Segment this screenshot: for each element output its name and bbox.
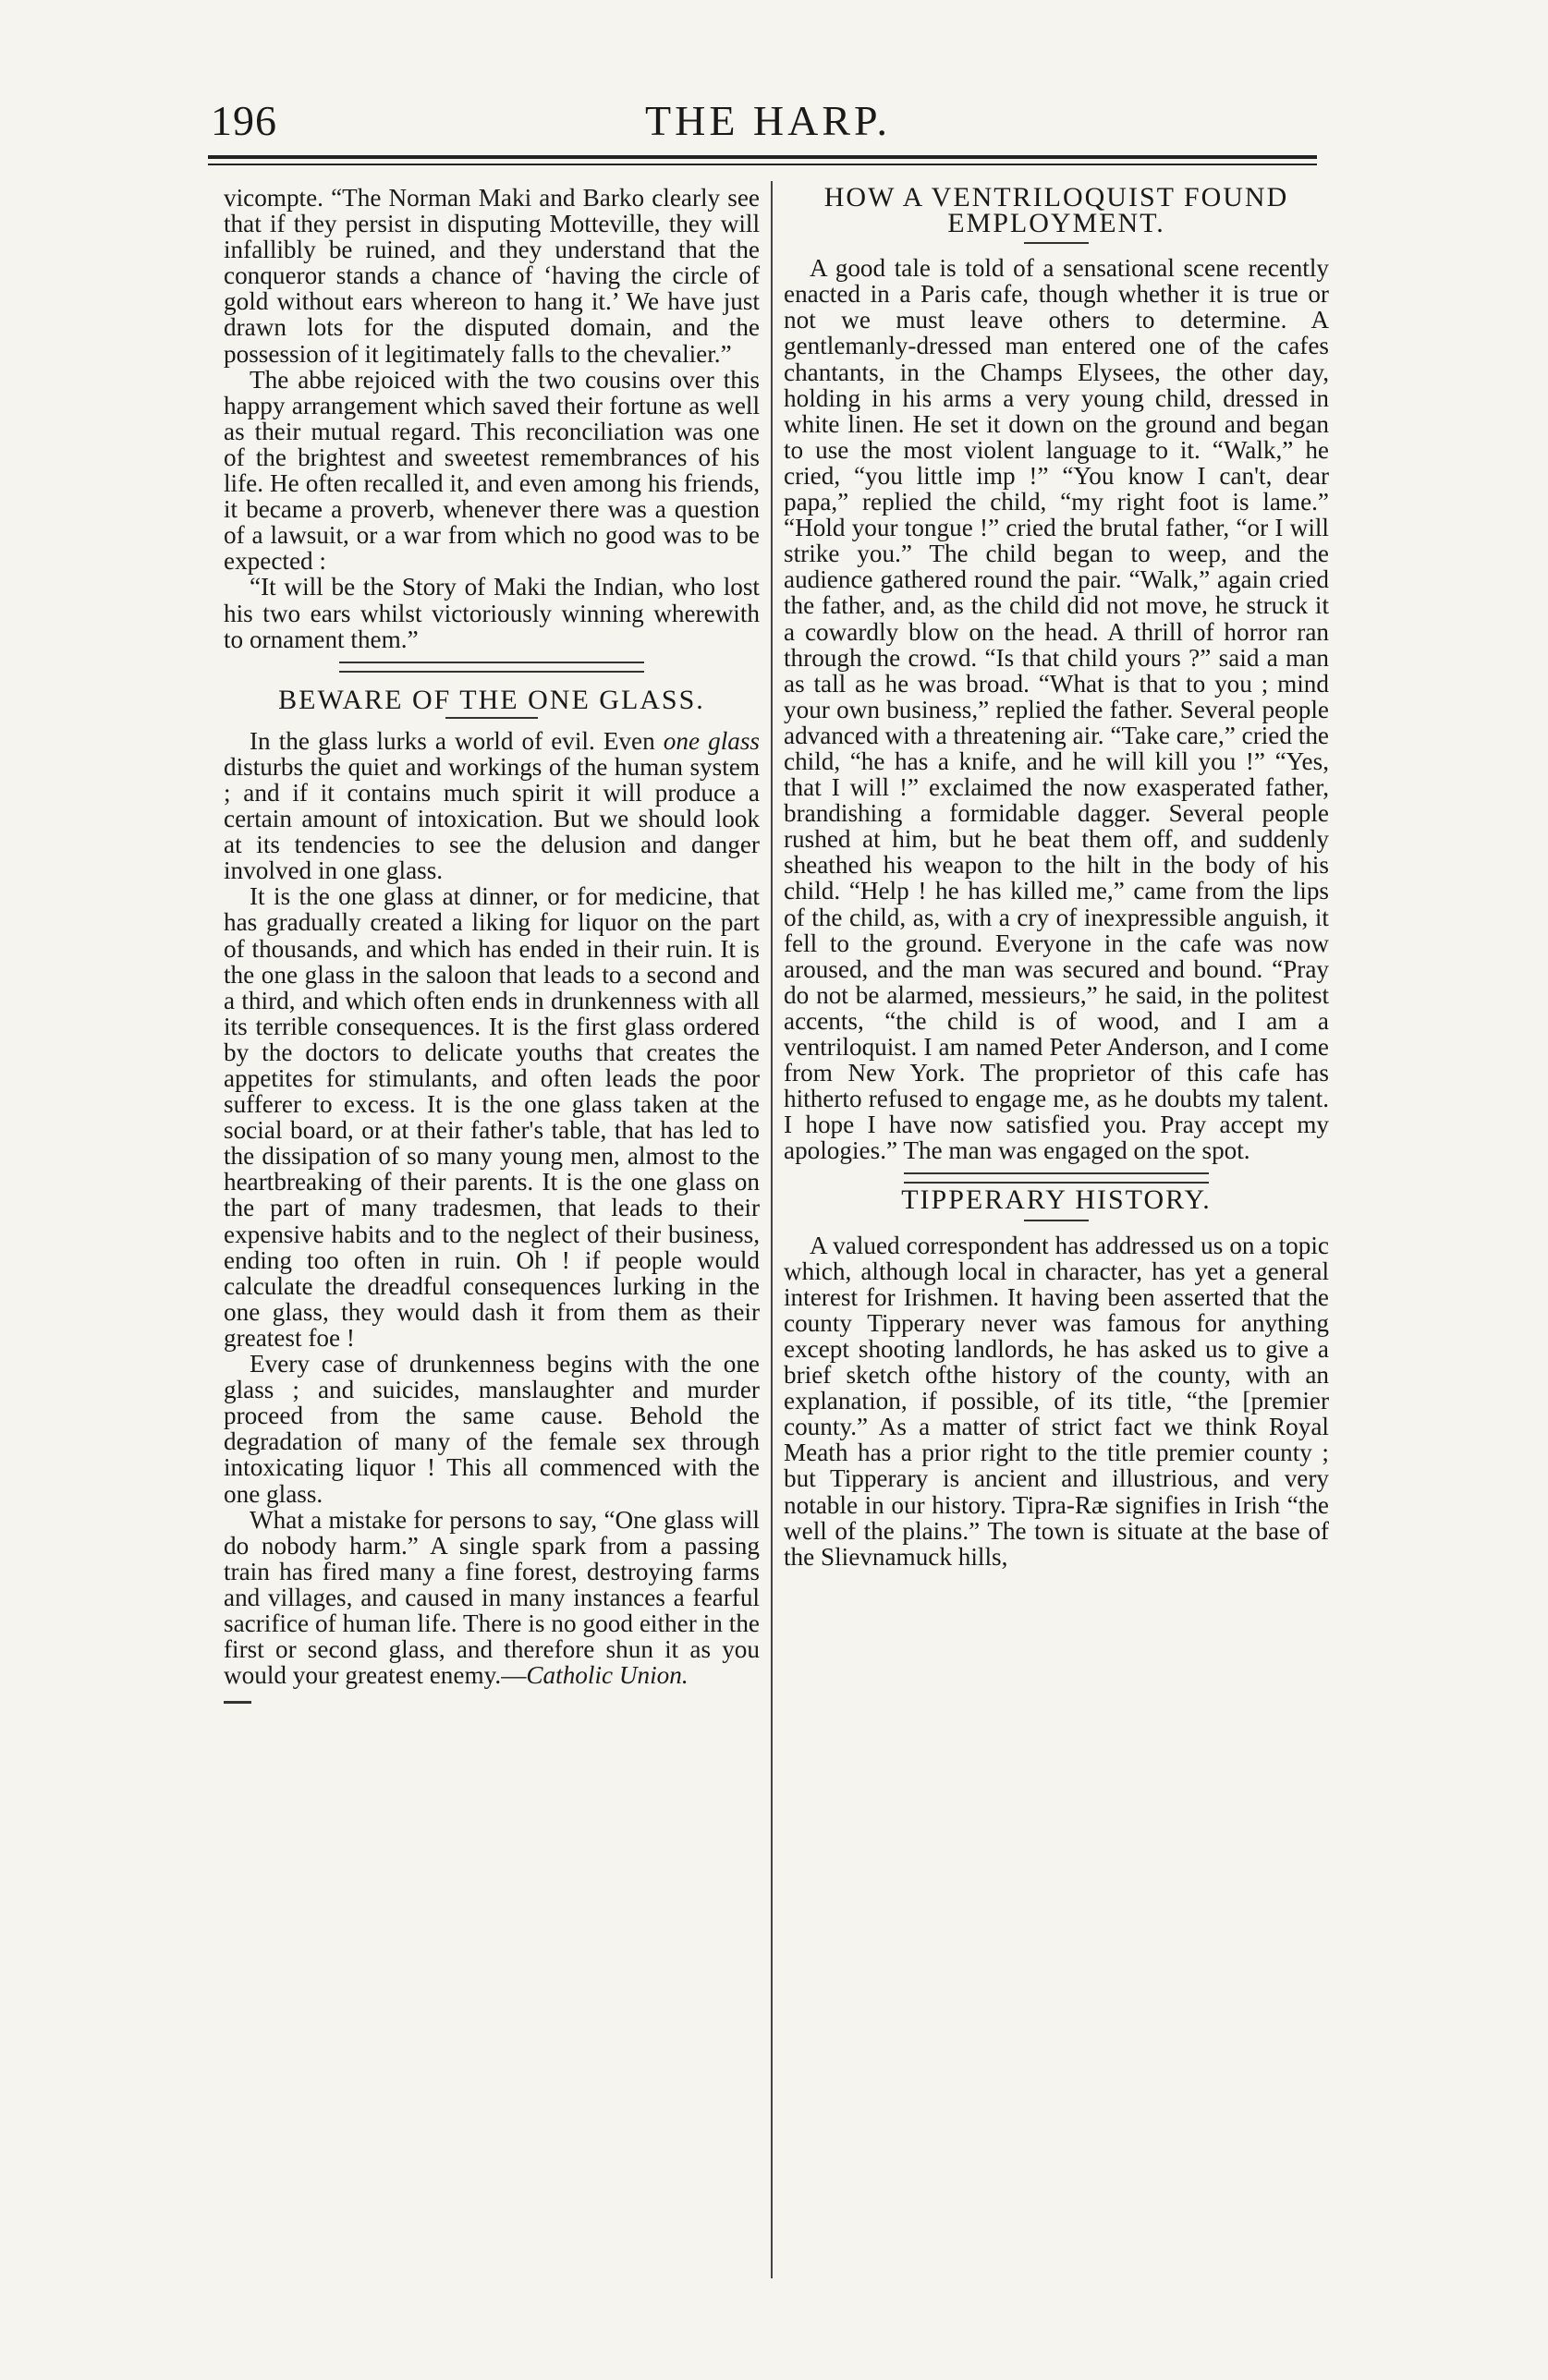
article-separator (904, 1172, 1209, 1184)
article-paragraph: A valued correspondent has addressed us on a topic which, although local in character, has yet a general interest for Irishmen. It having been asserted that the county Tipperary never was famous for anything except shooting landlords, he has asked us to give a brief sketch ofthe history of the county, with an explanation, if possible, of its title, “the [premier county.” As a matter of strict fact we think Royal Meath has a prior right to the title premier county ; but Tipperary is ancient and illustrious, and very notable in our history. Tipra-Ræ signifies in Irish “the well of the plains.” The town is situate at the base of the Slievnamuck hills, (784, 1231, 1329, 1571)
article-separator (339, 662, 644, 673)
story-continuation-paragraph: vicompte. “The Norman Maki and Barko clearly see that if they persist in disputing Motteville, they will infallibly be ruined, and they understand that the conqueror stands a chance of ‘having the circle of gold without ears whereon to hang it.’ We have just drawn lots for the disputed domain, and the possession of it legitimately falls to the chevalier.” (224, 184, 760, 368)
paragraph-text: In the glass lurks a world of evil. Even (250, 726, 664, 755)
right-column (784, 182, 1329, 1571)
column-divider (771, 181, 773, 2278)
emphasis-text: one glass (663, 726, 761, 755)
end-mark (224, 1701, 251, 1704)
story-paragraph: The abbe rejoiced with the two cousins over this happy arrangement which saved their fortune as well as their mutual regard. This reconciliation was one of the brightest and sweetest remembrances of his life. He often recalled it, and even among his friends, it became a proverb, whenever there was a question of a lawsuit, or a war from which no good was to be expected : (224, 365, 760, 576)
article-paragraph (224, 1507, 760, 1689)
paragraph-text: disturbs the quiet and workings of the human system ; and if it contains much spirit it will produce a certain amount of intoxication. But we should look at its tendencies to see the delusion and danger involved in one glass. (224, 752, 760, 885)
article-heading-tipperary: TIPPERARY HISTORY. (901, 1184, 1212, 1216)
header-rule-thin (208, 164, 1317, 165)
running-title: THE HARP. (645, 97, 892, 144)
article-heading-ventriloquist: HOW A VENTRILOQUIST FOUND EMPLOYMENT. (823, 182, 1289, 239)
page-header (211, 96, 1320, 152)
article-heading-beware: BEWARE OF THE ONE GLASS. (278, 684, 705, 715)
article-paragraph (224, 728, 760, 884)
story-closing-quote: “It will be the Story of Maki the Indian, who lost his two ears whilst victoriously winning wherewith to ornament them.” (224, 573, 760, 653)
header-rule-thick (208, 155, 1317, 159)
article-paragraph: It is the one glass at dinner, or for medicine, that has gradually created a liking for liquor on the part of thousands, and which has ended in their ruin. It is the one glass in the saloon that leads to a second and a third, and which often ends in drunkenness with all its terrible consequences. It is the first glass ordered by the doctors to delicate youths that creates the appetites for stimulants, and often leads the poor sufferer to excess. It is the one glass taken at the social board, or at their father's table, that has led to the dissipation of so many young men, almost to the heartbreaking of their parents. It is the one glass on the part of many tradesmen, that leads to their expensive habits and to the neglect of their business, ending too often in ruin. Oh ! if people would calculate the dreadful consequences lurking in the one glass, they would dash it from them as their greatest foe ! (224, 882, 760, 1352)
article-paragraph: Every case of drunkenness begins with the one glass ; and suicides, manslaughter and murder proceed from the same cause. Behold the degradation of many of the female sex through intoxicating liquor ! This all commenced with the one glass. (224, 1350, 760, 1508)
article-paragraph: A good tale is told of a sensational scene recently enacted in a Paris cafe, though whether it is true or not we must leave others to determine. A gentlemanly-dressed man entered one of the cafes chantants, in the Champs Elysees, the other day, holding in his arms a very young child, dressed in white linen. He set it down on the ground and began to use the most violent language to it. “Walk,” he cried, “you little imp !” “You know I can't, dear papa,” replied the child, “my right foot is lame.” “Hold your tongue !” cried the brutal father, “or I will strike you.” The child began to weep, and the audience gathered round the pair. “Walk,” again cried the father, and, as the child did not move, he struck it a cowardly blow on the head. A thrill of horror ran through the crowd. “Is that child yours ?” said a man as tall as he was broad. “What is that to you ; mind your own business,” replied the father. Several people advanced with a threatening air. “Take care,” cried the child, “he has a knife, and he will kill you !” “Yes, that I will !” exclaimed the now exasperated father, brandishing a formidable dagger. Several people rushed at him, but he beat them off, and suddenly sheathed his weapon to the hilt in the body of his child. “Help ! he has killed me,” came from the lips of the child, as, with a cry of inexpressible anguish, it fell to the ground. Everyone in the cafe was now aroused, and the man was secured and bound. “Pray do not be alarmed, messieurs,” he said, in the politest accents, “the child is of wood, and I am a ventriloquist. I am named Peter Anderson, and I come from New York. The proprietor of this cafe has hitherto refused to engage me, as he doubts my talent. I hope I have now satisfied you. Pray accept my apologies.” The man was engaged on the spot. (784, 254, 1329, 1165)
heading-underline (1024, 1220, 1089, 1221)
left-column (224, 185, 760, 1704)
page-number: 196 (211, 97, 277, 144)
paragraph-text: What a mistake for persons to say, “One glass will do nobody harm.” A single spark from a passing train has fired many a fine forest, destroying farms and villages, and caused in many instances a fearful sacrifice of human life. There is no good either in the first or second glass, and therefore shun it as you would your greatest enemy.— (224, 1505, 760, 1690)
heading-underline (1024, 242, 1089, 244)
source-attribution: Catholic Union. (526, 1661, 689, 1690)
heading-underline (445, 717, 538, 719)
